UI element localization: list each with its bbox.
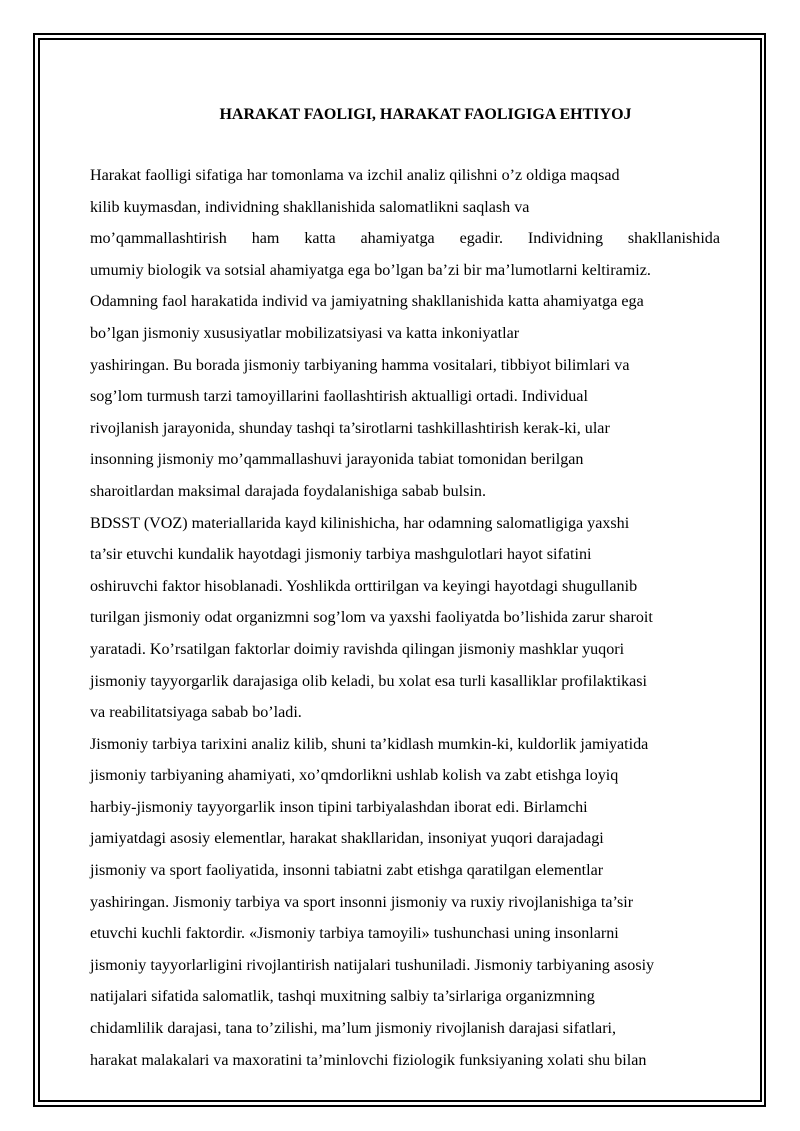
text-line: Jismoniy tarbiya tarixini analiz kilib, shuni ta’kidlash mumkin-ki, kuldorlik jamiyatida	[90, 735, 649, 753]
text-line: va reabilitatsiyaga sabab bo’ladi.	[90, 704, 302, 722]
text-line: turilgan jismoniy odat organizmni sog’lom va yaxshi faoliyatda bo’lishida zarur sharoit	[90, 609, 653, 627]
text-line: jismoniy tarbiyaning ahamiyati, xo’qmdorlikni ushlab kolish va zabt etishga loyiq	[90, 767, 619, 785]
text-line: chidamlilik darajasi, tana to’zilishi, ma’lum jismoniy rivojlanish darajasi sifatlari,	[90, 1020, 617, 1038]
text-line: bo’lgan jismoniy xususiyatlar mobilizatsiyasi va katta inkoniyatlar	[90, 324, 520, 342]
text-line: ta’sir etuvchi kundalik hayotdagi jismoniy tarbiya mashgulotlari hayot sifatini	[90, 546, 592, 564]
text-line: jamiyatdagi asosiy elementlar, harakat shakllaridan, insoniyat yuqori darajadagi	[90, 830, 604, 848]
text-line: Odamning faol harakatida individ va jamiyatning shakllanishida katta ahamiyatga ega	[90, 293, 644, 311]
text-line: yashiringan. Bu borada jismoniy tarbiyaning hamma vositalari, tibbiyot bilimlari va	[90, 356, 630, 374]
text-line: oshiruvchi faktor hisoblanadi. Yoshlikda orttirilgan va keyingi hayotdagi shugullanib	[90, 577, 638, 595]
document-title: HARAKAT FAOLIGI, HARAKAT FAOLIGIGA EHTIYOJ	[219, 106, 632, 123]
text-line: sharoitlardan maksimal darajada foydalanishiga sabab bulsin.	[90, 482, 486, 500]
text-line: natijalari sifatida salomatlik, tashqi muxitning salbiy ta’sirlariga organizmning	[90, 988, 595, 1006]
text-line: etuvchi kuchli faktordir. «Jismoniy tarbiya tamoyili» tushunchasi uning insonlarni	[90, 925, 619, 943]
text-line: jismoniy tayyorgarlik darajasiga olib keladi, bu xolat esa turli kasalliklar profilaktikasi	[90, 672, 648, 690]
text-line: yashiringan. Jismoniy tarbiya va sport insonni jismoniy va ruxiy rivojlanishiga ta’sir	[90, 893, 634, 911]
text-line: harakat malakalari va maxoratini ta’minlovchi fiziologik funksiyaning xolati shu bilan	[90, 1051, 647, 1069]
text-line: BDSST (VOZ) materiallarida kayd kilinishicha, har odamning salomatligiga yaxshi	[90, 514, 630, 532]
text-line: rivojlanish jarayonida, shunday tashqi ta’sirotlarni tashkillashtirish kerak-ki, ular	[90, 419, 610, 437]
document-text	[90, 160, 755, 1076]
text-line: jismoniy tayyorlarligini rivojlantirish natijalari tushuniladi. Jismoniy tarbiyaning asosiy	[90, 956, 655, 974]
text-line: mo’qammallashtirish ham katta ahamiyatga egadir. Individning shakllanishida	[90, 230, 720, 248]
document-body	[90, 103, 755, 1076]
text-line: jismoniy va sport faoliyatida, insonni tabiatni zabt etishga qaratilgan elementlar	[90, 862, 604, 880]
text-line: harbiy-jismoniy tayyorgarlik inson tipini tarbiyalashdan iborat edi. Birlamchi	[90, 798, 588, 816]
text-line: sog’lom turmush tarzi tamoyillarini faollashtirish aktualligi ortadi. Individual	[90, 388, 588, 406]
text-line: insonning jismoniy mo’qammallashuvi jarayonida tabiat tomonidan berilgan	[90, 451, 584, 469]
text-line: umumiy biologik va sotsial ahamiyatga ega bo’lgan ba’zi bir ma’lumotlarni keltiramiz.	[90, 261, 651, 279]
text-line: kilib kuymasdan, individning shakllanishida salomatlikni saqlash va	[90, 198, 530, 216]
text-line: yaratadi. Ko’rsatilgan faktorlar doimiy ravishda qilingan jismoniy mashklar yuqori	[90, 640, 625, 658]
text-line: Harakat faolligi sifatiga har tomonlama va izchil analiz qilishni o’z oldiga maqsad	[90, 167, 620, 184]
